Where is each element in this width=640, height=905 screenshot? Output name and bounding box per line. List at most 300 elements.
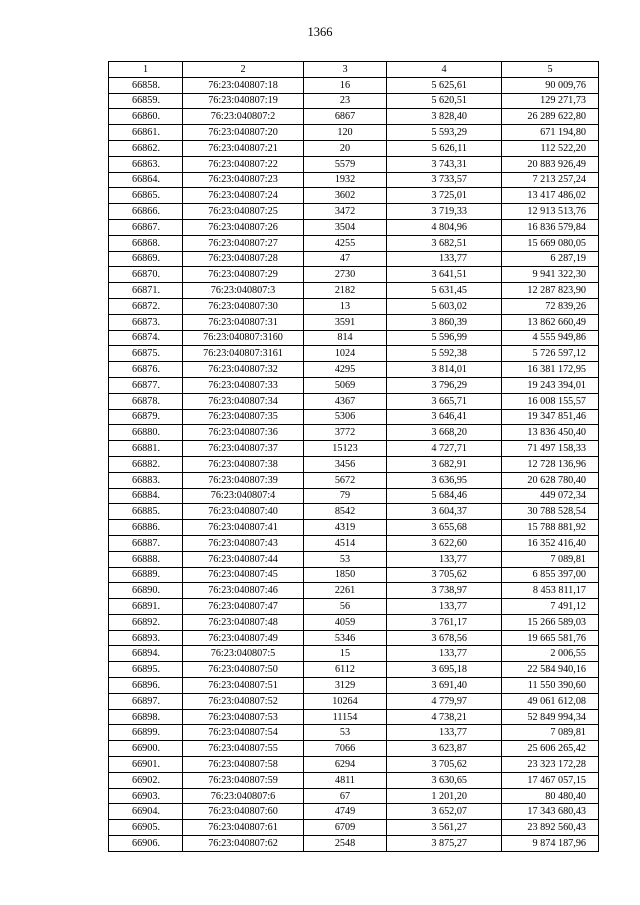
- cadastral-number-cell: 76:23:040807:39: [183, 472, 304, 488]
- total-value-cell: 23 892 560,43: [502, 820, 599, 836]
- unit-value-cell: 1 201,20: [387, 788, 502, 804]
- total-value-cell: 2 006,55: [502, 646, 599, 662]
- table-row: [109, 772, 599, 788]
- cadastral-number-cell: 76:23:040807:47: [183, 599, 304, 615]
- column-header-4: 4: [387, 62, 502, 78]
- unit-value-cell: 3 641,51: [387, 267, 502, 283]
- cadastral-number-cell: 76:23:040807:3161: [183, 346, 304, 362]
- area-cell: 53: [304, 725, 387, 741]
- total-value-cell: 7 213 257,24: [502, 172, 599, 188]
- unit-value-cell: 3 875,27: [387, 836, 502, 852]
- table-row: [109, 93, 599, 109]
- total-value-cell: 16 381 172,95: [502, 362, 599, 378]
- table-row: [109, 140, 599, 156]
- total-value-cell: 8 453 811,17: [502, 583, 599, 599]
- cadastral-number-cell: 76:23:040807:4: [183, 488, 304, 504]
- total-value-cell: 52 849 994,34: [502, 709, 599, 725]
- table-row: [109, 662, 599, 678]
- row-number-cell: 66893.: [109, 630, 183, 646]
- area-cell: 3129: [304, 678, 387, 694]
- table-row: [109, 646, 599, 662]
- row-number-cell: 66860.: [109, 109, 183, 125]
- row-number-cell: 66904.: [109, 804, 183, 820]
- row-number-cell: 66873.: [109, 314, 183, 330]
- area-cell: 4367: [304, 393, 387, 409]
- row-number-cell: 66905.: [109, 820, 183, 836]
- table-row: [109, 251, 599, 267]
- area-cell: 79: [304, 488, 387, 504]
- table-row: [109, 346, 599, 362]
- row-number-cell: 66862.: [109, 140, 183, 156]
- table-row: [109, 709, 599, 725]
- area-cell: 56: [304, 599, 387, 615]
- total-value-cell: 129 271,73: [502, 93, 599, 109]
- row-number-cell: 66892.: [109, 614, 183, 630]
- cadastral-number-cell: 76:23:040807:59: [183, 772, 304, 788]
- area-cell: 3504: [304, 219, 387, 235]
- row-number-cell: 66901.: [109, 757, 183, 773]
- table-row: [109, 788, 599, 804]
- table-row: [109, 741, 599, 757]
- table-row: [109, 188, 599, 204]
- total-value-cell: 13 862 660,49: [502, 314, 599, 330]
- cadastral-number-cell: 76:23:040807:33: [183, 377, 304, 393]
- cadastral-number-cell: 76:23:040807:40: [183, 504, 304, 520]
- table-row: [109, 693, 599, 709]
- area-cell: 67: [304, 788, 387, 804]
- unit-value-cell: 4 727,71: [387, 441, 502, 457]
- area-cell: 4514: [304, 535, 387, 551]
- cadastral-number-cell: 76:23:040807:52: [183, 693, 304, 709]
- area-cell: 3591: [304, 314, 387, 330]
- total-value-cell: 13 417 486,02: [502, 188, 599, 204]
- cadastral-number-cell: 76:23:040807:32: [183, 362, 304, 378]
- total-value-cell: 13 836 450,40: [502, 425, 599, 441]
- table-row: [109, 109, 599, 125]
- cadastral-number-cell: 76:23:040807:48: [183, 614, 304, 630]
- area-cell: 6867: [304, 109, 387, 125]
- table-row: [109, 678, 599, 694]
- total-value-cell: 23 323 172,28: [502, 757, 599, 773]
- cadastral-number-cell: 76:23:040807:2: [183, 109, 304, 125]
- cadastral-number-cell: 76:23:040807:6: [183, 788, 304, 804]
- area-cell: 1024: [304, 346, 387, 362]
- row-number-cell: 66890.: [109, 583, 183, 599]
- cadastral-number-cell: 76:23:040807:19: [183, 93, 304, 109]
- cadastral-number-cell: 76:23:040807:44: [183, 551, 304, 567]
- area-cell: 5579: [304, 156, 387, 172]
- cadastral-number-cell: 76:23:040807:35: [183, 409, 304, 425]
- unit-value-cell: 3 828,40: [387, 109, 502, 125]
- row-number-cell: 66884.: [109, 488, 183, 504]
- cadastral-number-cell: 76:23:040807:51: [183, 678, 304, 694]
- total-value-cell: 19 243 394,01: [502, 377, 599, 393]
- unit-value-cell: 5 626,11: [387, 140, 502, 156]
- total-value-cell: 12 913 513,76: [502, 204, 599, 220]
- unit-value-cell: 3 796,29: [387, 377, 502, 393]
- table-row: [109, 377, 599, 393]
- unit-value-cell: 4 738,21: [387, 709, 502, 725]
- table-row: [109, 330, 599, 346]
- table-row: [109, 551, 599, 567]
- area-cell: 23: [304, 93, 387, 109]
- row-number-cell: 66864.: [109, 172, 183, 188]
- unit-value-cell: 5 625,61: [387, 77, 502, 93]
- row-number-cell: 66880.: [109, 425, 183, 441]
- cadastral-number-cell: 76:23:040807:50: [183, 662, 304, 678]
- cadastral-number-cell: 76:23:040807:61: [183, 820, 304, 836]
- table-row: [109, 804, 599, 820]
- total-value-cell: 7 089,81: [502, 551, 599, 567]
- cadastral-number-cell: 76:23:040807:20: [183, 125, 304, 141]
- table-row: [109, 757, 599, 773]
- area-cell: 3472: [304, 204, 387, 220]
- unit-value-cell: 133,77: [387, 599, 502, 615]
- total-value-cell: 12 728 136,96: [502, 456, 599, 472]
- table-row: [109, 535, 599, 551]
- area-cell: 2548: [304, 836, 387, 852]
- cadastral-number-cell: 76:23:040807:25: [183, 204, 304, 220]
- table-row: [109, 504, 599, 520]
- table-row: [109, 456, 599, 472]
- unit-value-cell: 5 631,45: [387, 283, 502, 299]
- table-row: [109, 520, 599, 536]
- area-cell: 4749: [304, 804, 387, 820]
- table-row: [109, 725, 599, 741]
- total-value-cell: 11 550 390,60: [502, 678, 599, 694]
- area-cell: 4811: [304, 772, 387, 788]
- area-cell: 13: [304, 298, 387, 314]
- total-value-cell: 17 343 680,43: [502, 804, 599, 820]
- unit-value-cell: 3 561,27: [387, 820, 502, 836]
- area-cell: 7066: [304, 741, 387, 757]
- total-value-cell: 16 836 579,84: [502, 219, 599, 235]
- area-cell: 6709: [304, 820, 387, 836]
- row-number-cell: 66877.: [109, 377, 183, 393]
- area-cell: 3456: [304, 456, 387, 472]
- area-cell: 4319: [304, 520, 387, 536]
- unit-value-cell: 3 678,56: [387, 630, 502, 646]
- column-header-5: 5: [502, 62, 599, 78]
- row-number-cell: 66897.: [109, 693, 183, 709]
- row-number-cell: 66903.: [109, 788, 183, 804]
- total-value-cell: 80 480,40: [502, 788, 599, 804]
- unit-value-cell: 3 691,40: [387, 678, 502, 694]
- table-row: [109, 267, 599, 283]
- table-row: [109, 472, 599, 488]
- area-cell: 15123: [304, 441, 387, 457]
- area-cell: 6112: [304, 662, 387, 678]
- row-number-cell: 66889.: [109, 567, 183, 583]
- area-cell: 4295: [304, 362, 387, 378]
- unit-value-cell: 133,77: [387, 646, 502, 662]
- area-cell: 2182: [304, 283, 387, 299]
- total-value-cell: 16 008 155,57: [502, 393, 599, 409]
- cadastral-number-cell: 76:23:040807:21: [183, 140, 304, 156]
- row-number-cell: 66898.: [109, 709, 183, 725]
- total-value-cell: 6 287,19: [502, 251, 599, 267]
- table-row: [109, 283, 599, 299]
- total-value-cell: 71 497 158,33: [502, 441, 599, 457]
- area-cell: 8542: [304, 504, 387, 520]
- row-number-cell: 66886.: [109, 520, 183, 536]
- unit-value-cell: 3 743,31: [387, 156, 502, 172]
- unit-value-cell: 3 623,87: [387, 741, 502, 757]
- row-number-cell: 66900.: [109, 741, 183, 757]
- unit-value-cell: 3 655,68: [387, 520, 502, 536]
- unit-value-cell: 3 860,39: [387, 314, 502, 330]
- column-header-3: 3: [304, 62, 387, 78]
- unit-value-cell: 3 705,62: [387, 757, 502, 773]
- row-number-cell: 66872.: [109, 298, 183, 314]
- cadastral-number-cell: 76:23:040807:24: [183, 188, 304, 204]
- total-value-cell: 449 072,34: [502, 488, 599, 504]
- total-value-cell: 30 788 528,54: [502, 504, 599, 520]
- area-cell: 4059: [304, 614, 387, 630]
- cadastral-number-cell: 76:23:040807:38: [183, 456, 304, 472]
- area-cell: 2730: [304, 267, 387, 283]
- cadastral-number-cell: 76:23:040807:3: [183, 283, 304, 299]
- area-cell: 11154: [304, 709, 387, 725]
- unit-value-cell: 3 665,71: [387, 393, 502, 409]
- row-number-cell: 66891.: [109, 599, 183, 615]
- total-value-cell: 9 941 322,30: [502, 267, 599, 283]
- unit-value-cell: 3 738,97: [387, 583, 502, 599]
- table-row: [109, 298, 599, 314]
- row-number-cell: 66882.: [109, 456, 183, 472]
- unit-value-cell: 133,77: [387, 251, 502, 267]
- total-value-cell: 19 347 851,46: [502, 409, 599, 425]
- area-cell: 2261: [304, 583, 387, 599]
- row-number-cell: 66885.: [109, 504, 183, 520]
- row-number-cell: 66888.: [109, 551, 183, 567]
- table-row: [109, 567, 599, 583]
- area-cell: 3602: [304, 188, 387, 204]
- total-value-cell: 7 089,81: [502, 725, 599, 741]
- cadastral-number-cell: 76:23:040807:37: [183, 441, 304, 457]
- area-cell: 10264: [304, 693, 387, 709]
- row-number-cell: 66861.: [109, 125, 183, 141]
- area-cell: 6294: [304, 757, 387, 773]
- row-number-cell: 66870.: [109, 267, 183, 283]
- page-number: 1366: [307, 25, 333, 39]
- cadastral-number-cell: 76:23:040807:3160: [183, 330, 304, 346]
- cadastral-number-cell: 76:23:040807:36: [183, 425, 304, 441]
- column-header-2: 2: [183, 62, 304, 78]
- unit-value-cell: 3 682,51: [387, 235, 502, 251]
- row-number-cell: 66883.: [109, 472, 183, 488]
- row-number-cell: 66869.: [109, 251, 183, 267]
- table-row: [109, 836, 599, 852]
- table-row: [109, 314, 599, 330]
- total-value-cell: 26 289 622,80: [502, 109, 599, 125]
- unit-value-cell: 3 630,65: [387, 772, 502, 788]
- unit-value-cell: 3 668,20: [387, 425, 502, 441]
- table-body: [109, 77, 599, 851]
- cadastral-number-cell: 76:23:040807:30: [183, 298, 304, 314]
- cadastral-number-cell: 76:23:040807:5: [183, 646, 304, 662]
- table-row: [109, 219, 599, 235]
- total-value-cell: 5 726 597,12: [502, 346, 599, 362]
- area-cell: 16: [304, 77, 387, 93]
- unit-value-cell: 5 684,46: [387, 488, 502, 504]
- cadastral-number-cell: 76:23:040807:26: [183, 219, 304, 235]
- unit-value-cell: 3 733,57: [387, 172, 502, 188]
- total-value-cell: 16 352 416,40: [502, 535, 599, 551]
- unit-value-cell: 3 761,17: [387, 614, 502, 630]
- area-cell: 5672: [304, 472, 387, 488]
- column-header-1: 1: [109, 62, 183, 78]
- total-value-cell: 72 839,26: [502, 298, 599, 314]
- table-row: [109, 235, 599, 251]
- cadastral-number-cell: 76:23:040807:62: [183, 836, 304, 852]
- row-number-cell: 66858.: [109, 77, 183, 93]
- row-number-cell: 66868.: [109, 235, 183, 251]
- area-cell: 814: [304, 330, 387, 346]
- total-value-cell: 7 491,12: [502, 599, 599, 615]
- unit-value-cell: 3 719,33: [387, 204, 502, 220]
- total-value-cell: 15 266 589,03: [502, 614, 599, 630]
- cadastral-number-cell: 76:23:040807:54: [183, 725, 304, 741]
- total-value-cell: 9 874 187,96: [502, 836, 599, 852]
- unit-value-cell: 4 779,97: [387, 693, 502, 709]
- cadastral-number-cell: 76:23:040807:58: [183, 757, 304, 773]
- unit-value-cell: 3 636,95: [387, 472, 502, 488]
- cadastral-number-cell: 76:23:040807:28: [183, 251, 304, 267]
- table-row: [109, 630, 599, 646]
- table-row: [109, 820, 599, 836]
- area-cell: 4255: [304, 235, 387, 251]
- cadastral-number-cell: 76:23:040807:27: [183, 235, 304, 251]
- row-number-cell: 66871.: [109, 283, 183, 299]
- area-cell: 15: [304, 646, 387, 662]
- area-cell: 5346: [304, 630, 387, 646]
- area-cell: 47: [304, 251, 387, 267]
- unit-value-cell: 3 652,07: [387, 804, 502, 820]
- table-row: [109, 204, 599, 220]
- unit-value-cell: 3 646,41: [387, 409, 502, 425]
- unit-value-cell: 5 596,99: [387, 330, 502, 346]
- area-cell: 5069: [304, 377, 387, 393]
- total-value-cell: 90 009,76: [502, 77, 599, 93]
- cadastral-number-cell: 76:23:040807:53: [183, 709, 304, 725]
- unit-value-cell: 3 622,60: [387, 535, 502, 551]
- cadastral-number-cell: 76:23:040807:49: [183, 630, 304, 646]
- area-cell: 5306: [304, 409, 387, 425]
- total-value-cell: 25 606 265,42: [502, 741, 599, 757]
- table-row: [109, 125, 599, 141]
- row-number-cell: 66894.: [109, 646, 183, 662]
- row-number-cell: 66879.: [109, 409, 183, 425]
- unit-value-cell: 3 604,37: [387, 504, 502, 520]
- row-number-cell: 66867.: [109, 219, 183, 235]
- unit-value-cell: 3 705,62: [387, 567, 502, 583]
- row-number-cell: 66859.: [109, 93, 183, 109]
- unit-value-cell: 133,77: [387, 551, 502, 567]
- registry-table: [108, 61, 599, 852]
- row-number-cell: 66902.: [109, 772, 183, 788]
- total-value-cell: 15 669 080,05: [502, 235, 599, 251]
- cadastral-number-cell: 76:23:040807:55: [183, 741, 304, 757]
- table-row: [109, 599, 599, 615]
- cadastral-number-cell: 76:23:040807:45: [183, 567, 304, 583]
- row-number-cell: 66887.: [109, 535, 183, 551]
- cadastral-number-cell: 76:23:040807:34: [183, 393, 304, 409]
- total-value-cell: 112 522,20: [502, 140, 599, 156]
- unit-value-cell: 3 682,91: [387, 456, 502, 472]
- table-header-row: [109, 62, 599, 78]
- unit-value-cell: 5 593,29: [387, 125, 502, 141]
- total-value-cell: 671 194,80: [502, 125, 599, 141]
- table-row: [109, 614, 599, 630]
- table-row: [109, 393, 599, 409]
- table-row: [109, 156, 599, 172]
- row-number-cell: 66875.: [109, 346, 183, 362]
- total-value-cell: 6 855 397,00: [502, 567, 599, 583]
- row-number-cell: 66899.: [109, 725, 183, 741]
- row-number-cell: 66876.: [109, 362, 183, 378]
- area-cell: 20: [304, 140, 387, 156]
- row-number-cell: 66866.: [109, 204, 183, 220]
- area-cell: 3772: [304, 425, 387, 441]
- unit-value-cell: 133,77: [387, 725, 502, 741]
- area-cell: 1932: [304, 172, 387, 188]
- table-row: [109, 441, 599, 457]
- unit-value-cell: 5 620,51: [387, 93, 502, 109]
- table-row: [109, 77, 599, 93]
- row-number-cell: 66906.: [109, 836, 183, 852]
- total-value-cell: 12 287 823,90: [502, 283, 599, 299]
- area-cell: 120: [304, 125, 387, 141]
- cadastral-number-cell: 76:23:040807:23: [183, 172, 304, 188]
- row-number-cell: 66895.: [109, 662, 183, 678]
- cadastral-number-cell: 76:23:040807:43: [183, 535, 304, 551]
- row-number-cell: 66863.: [109, 156, 183, 172]
- unit-value-cell: 3 814,01: [387, 362, 502, 378]
- table-row: [109, 583, 599, 599]
- cadastral-number-cell: 76:23:040807:22: [183, 156, 304, 172]
- total-value-cell: 19 665 581,76: [502, 630, 599, 646]
- row-number-cell: 66874.: [109, 330, 183, 346]
- unit-value-cell: 3 695,18: [387, 662, 502, 678]
- cadastral-number-cell: 76:23:040807:41: [183, 520, 304, 536]
- row-number-cell: 66865.: [109, 188, 183, 204]
- total-value-cell: 4 555 949,86: [502, 330, 599, 346]
- total-value-cell: 20 628 780,40: [502, 472, 599, 488]
- total-value-cell: 17 467 057,15: [502, 772, 599, 788]
- total-value-cell: 49 061 612,08: [502, 693, 599, 709]
- cadastral-number-cell: 76:23:040807:31: [183, 314, 304, 330]
- unit-value-cell: 3 725,01: [387, 188, 502, 204]
- cadastral-number-cell: 76:23:040807:18: [183, 77, 304, 93]
- row-number-cell: 66896.: [109, 678, 183, 694]
- total-value-cell: 15 788 881,92: [502, 520, 599, 536]
- cadastral-number-cell: 76:23:040807:60: [183, 804, 304, 820]
- row-number-cell: 66878.: [109, 393, 183, 409]
- area-cell: 1850: [304, 567, 387, 583]
- table-row: [109, 488, 599, 504]
- total-value-cell: 20 883 926,49: [502, 156, 599, 172]
- unit-value-cell: 5 592,38: [387, 346, 502, 362]
- area-cell: 53: [304, 551, 387, 567]
- table-row: [109, 409, 599, 425]
- total-value-cell: 22 584 940,16: [502, 662, 599, 678]
- table-row: [109, 172, 599, 188]
- cadastral-number-cell: 76:23:040807:46: [183, 583, 304, 599]
- table-row: [109, 425, 599, 441]
- table-row: [109, 362, 599, 378]
- unit-value-cell: 5 603,02: [387, 298, 502, 314]
